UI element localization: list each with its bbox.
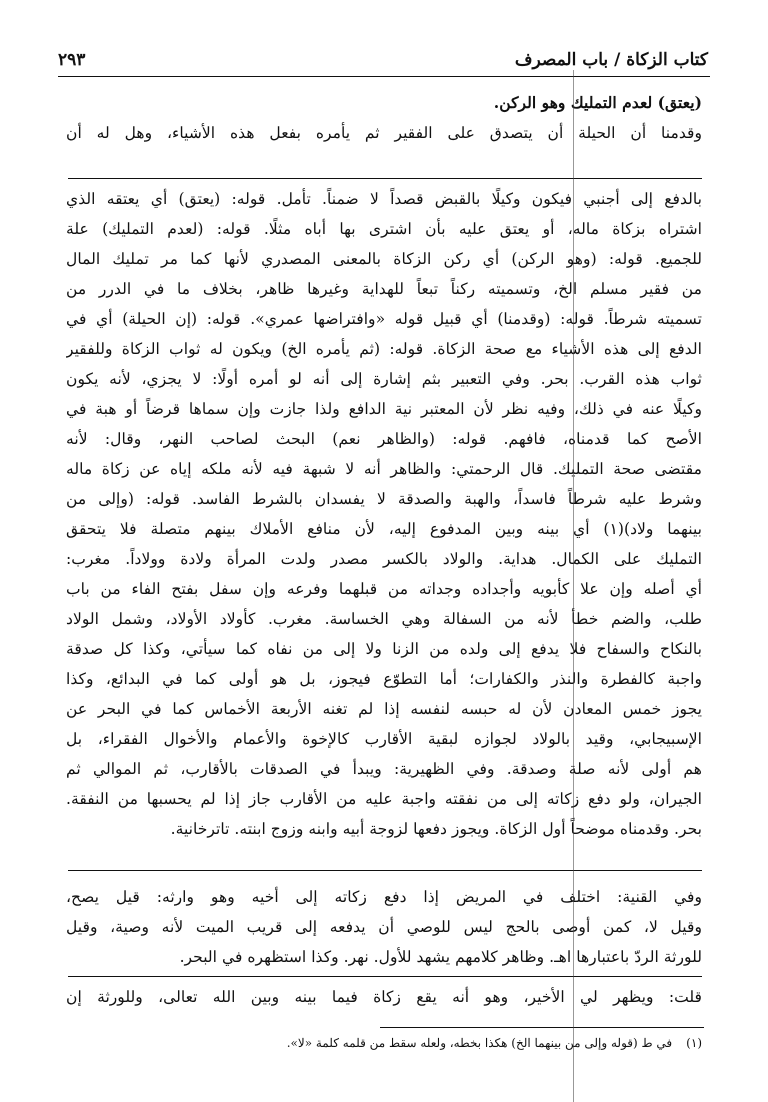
qunya-separator: [68, 976, 702, 977]
commentary-line: بحر. وقدمناه موضحاً أول الزكاة. ويجوز دفعها لزوجة أبيه وابنه وزوج ابنته. تاترخانية.: [170, 820, 702, 838]
commentary-line: بالنكاح والسفاح فلا يدفع إلى ولده من الزنا ولا إلى من نفاه كما سيأتي، وكذا كل صدقة: [66, 640, 702, 658]
commentary-line: وشرط عليه شرطاً فاسداً، والهبة والصدقة لا يفسدان بالشرط الفاسد. قوله: (وإلى من: [66, 490, 702, 508]
header-rule: [58, 76, 710, 77]
main-text-top: [66, 88, 702, 148]
commentary-line: الإسبيجابي، وقيد بالولاد لجوازه لبقية الأقارب كالإخوة والأعمام والأخوال الفقراء، بل: [66, 730, 702, 748]
footnote-text: في ط (قوله وإلى من بينهما الخ) هكذا بخطه، ولعله سقط من قلمه كلمة «لا».: [286, 1036, 673, 1050]
commentary-line: أي أصله وإن علا كأبويه وأجداده وجداته من قبلهما وفرعه وإن سفل بفتح الفاء من باب: [66, 580, 702, 598]
commentary-line: مقتضى صحة التمليك. قال الرحمتي: والظاهر أنه لا شبهة فيه لأنه ملكه إياه عن زكاة ماله: [66, 460, 702, 478]
main-text-separator: [68, 178, 702, 179]
commentary-line: بينهما ولاد)(١) أي بينه وبين المدفوع إليه، لأن منافع الأملاك بينهم متصلة فلا يتحقق: [66, 520, 702, 538]
footnote: [272, 1034, 702, 1052]
commentary-line: واجبة كالفطرة والنذر والكفارات؛ أما التطوّع فيجوز، بل هو أولى كما في البدائع، وكذا: [66, 670, 702, 688]
commentary-line: التمليك على الكمال. هداية. والولاد بالكسر مصدر ولدت المرأة ولادة وولاداً. مغرب:: [66, 550, 702, 568]
qunya-paragraph: [66, 882, 702, 972]
commentary-line: الجيران، ولو دفع زكاته إلى من نفقته واجبة عليه من الأقارب جاز إذا لم يحسبها من النفقة.: [66, 790, 702, 808]
commentary-line: طلب، والضم خطأ لأنه من السفالة وهي الخساسة. مغرب. كأولاد الأولاد، وشمل الولاد: [66, 610, 702, 628]
commentary-line: الأصح كما قدمناه، فافهم. قوله: (والظاهر نعم) البحث لصاحب النهر، وقال: لأنه: [66, 430, 702, 448]
main-text-line: (يعتق) لعدم التمليك وهو الركن.: [493, 93, 702, 112]
commentary-line: بالدفع إلى أجنبي فيكون وكيلًا بالقبض قصداً لا ضمناً. تأمل. قوله: (يعتق) أي يعتقه الذي: [66, 190, 702, 208]
commentary-line: للجميع. قوله: (وهو الركن) أي ركن الزكاة بالمعنى المصدري لأنها كما مر تمليك المال: [66, 250, 702, 268]
commentary-separator: [68, 870, 702, 871]
qunya-line: للورثة الردّ باعتبارها اهـ. وظاهر كلامهم يشهد للأول. نهر. وكذا استظهره في البحر.: [179, 948, 702, 966]
main-text-line: وقدمنا أن الحيلة أن يتصدق على الفقير ثم يأمره بفعل هذه الأشياء، وهل له أن: [66, 124, 702, 142]
conclusion-line: قلت: ويظهر لي الأخير، وهو أنه يقع زكاة فيما بينه وبين الله تعالى، وللورثة إن: [66, 988, 702, 1006]
page-number: ٢٩٣: [58, 50, 86, 70]
qunya-line: وقيل لا، كمن أوصى بالحج ليس للوصي أن يدفعه إلى قريب الميت لأنه وصية، وقيل: [66, 918, 702, 936]
commentary-line: من فقير مسلم الخ، وتسميته ركناً تبعاً للهداية وغيرها ظاهر، بخلاف ما في الدرر من: [66, 280, 702, 298]
footnote-number: (١): [686, 1036, 702, 1050]
commentary-line: وكيلًا عنه في ذلك، وفيه نظر لأن المعتبر نية الدافع ولذا جازت وإن سماها قرضاً أو هبة في: [66, 400, 702, 418]
footnote-rule: [380, 1027, 704, 1028]
conclusion-paragraph: [66, 982, 702, 1012]
commentary-line: تسميته شرطاً. قوله: (وقدمنا) أي قبيل قوله «وافتراضها عمري». قوله: (إن الحيلة) أي في: [66, 310, 702, 328]
scan-fold-line: [573, 70, 574, 1102]
commentary-line: الدفع إلى هذه الأشياء مع صحة الزكاة. قوله: (ثم يأمره الخ) ويكون له ثواب الزكاة وللفقير: [66, 340, 702, 358]
qunya-line: وفي القنية: اختلف في المريض إذا دفع زكاته إلى أخيه وهو وارثه: قيل يصح،: [66, 888, 702, 906]
running-title: كتاب الزكاة / باب المصرف: [514, 50, 708, 70]
commentary-block: [66, 184, 702, 844]
commentary-line: هم أولى لأنه صلة وصدقة. وفي الظهيرية: ويبدأ في الصدقات بالأقارب، ثم الموالي ثم: [66, 760, 702, 778]
commentary-line: يجوز خمس المعادن لأن له حبسه لنفسه إذا لم تغنه الأربعة الأخماس كما في البحر عن: [66, 700, 702, 718]
commentary-line: اشتراه بزكاة ماله، أو يعتق عليه بأن اشترى بها أباه مثلًا. قوله: (لعدم التمليك) علة: [66, 220, 702, 238]
page-header: [58, 50, 708, 74]
commentary-line: ثواب هذه القرب. بحر. وفي التعبير بثم إشارة إلى أنه لو أمره أولًا: لا يجزي، لأنه يكون: [66, 370, 702, 388]
